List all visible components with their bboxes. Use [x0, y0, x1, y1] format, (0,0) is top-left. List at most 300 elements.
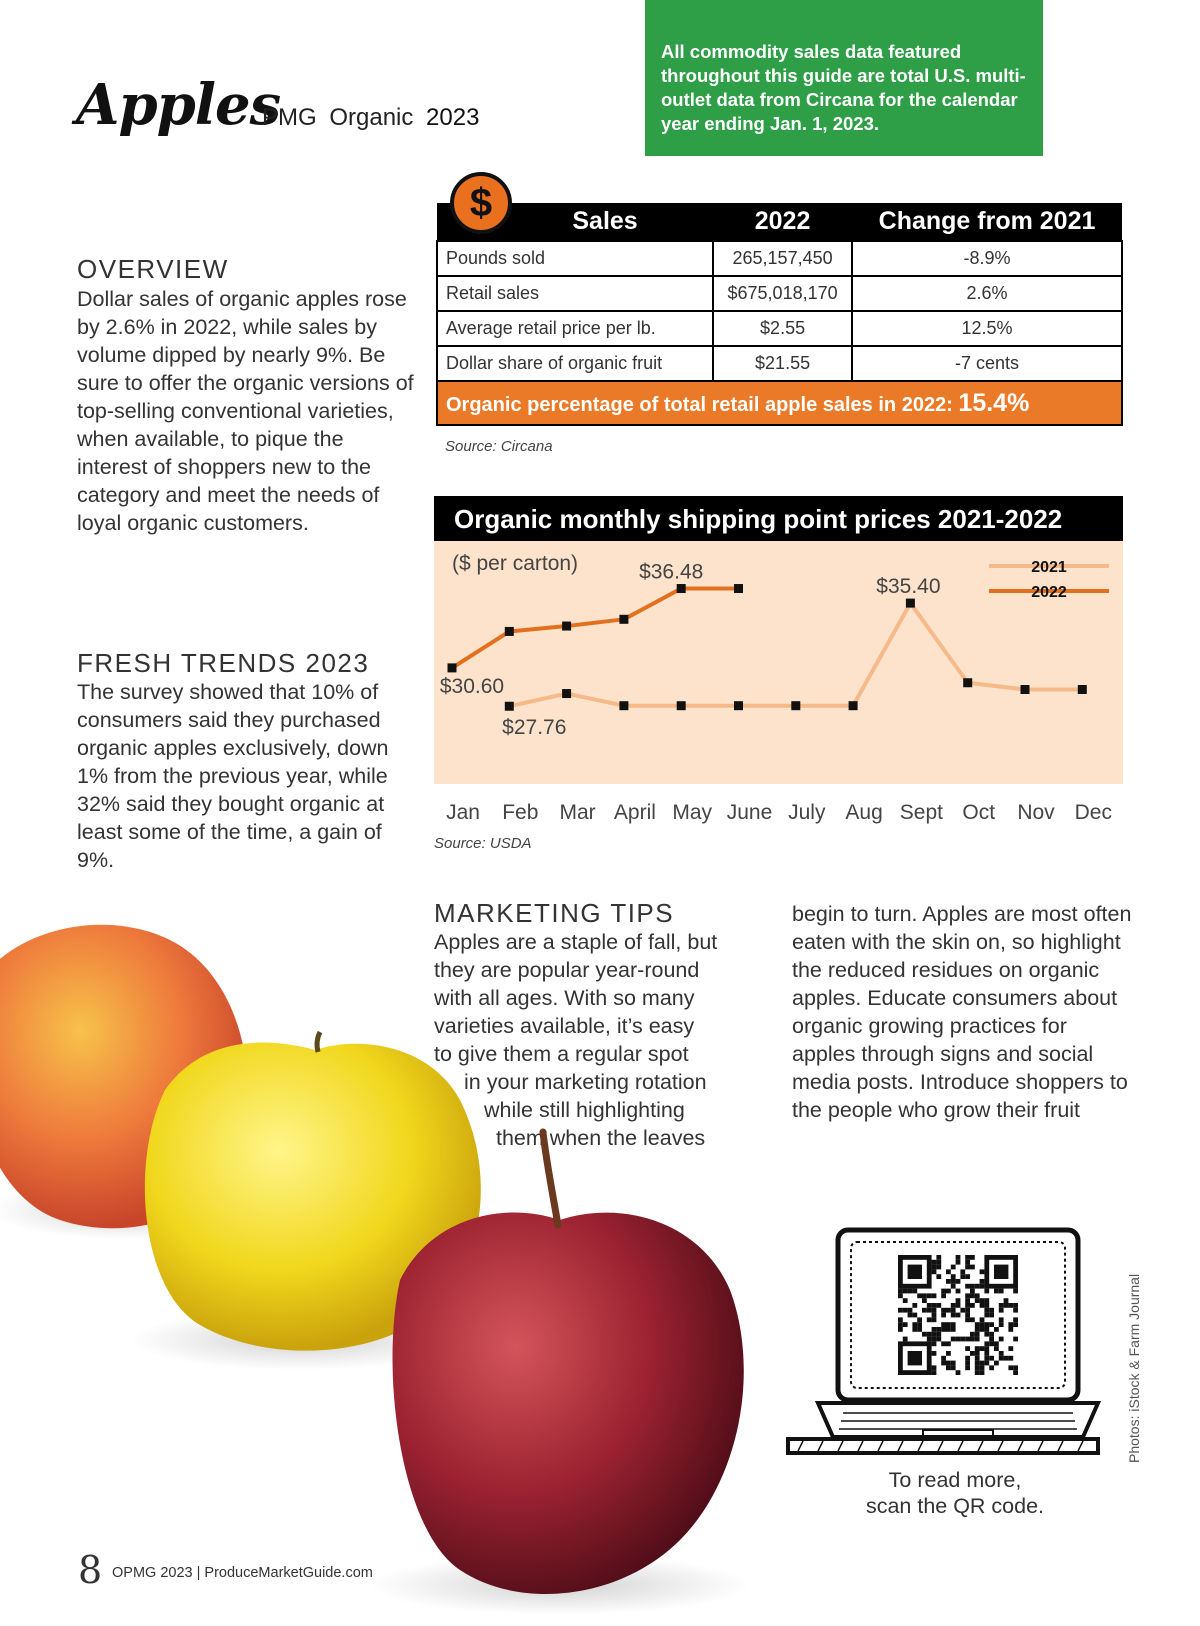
- qr-module: [989, 1365, 994, 1370]
- qr-module: [898, 1308, 903, 1313]
- qr-module: [965, 1317, 970, 1322]
- data-source-note: All commodity sales data featured throughout this guide are total U.S. multi-outlet data from Circana for the calendar year ending Jan. 1, 2023.: [645, 0, 1043, 156]
- qr-module: [903, 1337, 908, 1342]
- qr-module: [989, 1322, 994, 1327]
- row-value: $675,018,170: [713, 276, 852, 311]
- qr-module: [970, 1284, 975, 1289]
- qr-module: [1013, 1308, 1018, 1313]
- qr-module: [980, 1361, 985, 1366]
- qr-module: [1013, 1337, 1018, 1342]
- header-change: Change from 2021: [852, 203, 1122, 241]
- qr-module: [984, 1351, 989, 1356]
- qr-module: [932, 1351, 937, 1356]
- qr-module: [960, 1337, 965, 1342]
- qr-module: [912, 1303, 917, 1308]
- qr-module: [951, 1322, 956, 1327]
- qr-module: [984, 1346, 989, 1351]
- qr-module: [932, 1337, 937, 1342]
- qr-module: [965, 1313, 970, 1318]
- data-point-2022: [677, 584, 686, 593]
- qr-module: [999, 1351, 1004, 1356]
- data-point-2022: [562, 622, 571, 631]
- qr-module: [956, 1255, 961, 1260]
- qr-module: [965, 1293, 970, 1298]
- qr-module: [951, 1313, 956, 1318]
- qr-module: [951, 1365, 956, 1370]
- qr-module: [922, 1308, 927, 1313]
- sales-table-header: [437, 203, 1122, 241]
- qr-module: [1013, 1322, 1018, 1327]
- data-point-2021: [963, 678, 972, 687]
- page-title: Apples: [76, 72, 281, 138]
- qr-module: [965, 1274, 970, 1279]
- marketing-line: they are popular year-round: [434, 958, 700, 982]
- qr-module: [984, 1298, 989, 1303]
- row-change: 12.5%: [852, 311, 1122, 346]
- qr-module: [994, 1289, 999, 1294]
- organic-share-row: [437, 381, 1122, 425]
- qr-module: [984, 1308, 989, 1313]
- row-change: -8.9%: [852, 241, 1122, 276]
- page-number: 8: [78, 1548, 103, 1592]
- qr-module: [984, 1361, 989, 1366]
- qr-module: [936, 1303, 941, 1308]
- qr-module: [975, 1346, 980, 1351]
- qr-module: [956, 1370, 961, 1375]
- data-point-2022: [448, 663, 457, 672]
- x-tick-label: Mar: [559, 801, 596, 824]
- qr-module: [1008, 1327, 1013, 1332]
- qr-module: [956, 1289, 961, 1294]
- legend-label: 2022: [1031, 584, 1067, 601]
- qr-module: [989, 1341, 994, 1346]
- row-value: 265,157,450: [713, 241, 852, 276]
- qr-module: [946, 1289, 951, 1294]
- qr-module: [922, 1332, 927, 1337]
- qr-caption-line: To read more,: [888, 1468, 1022, 1492]
- qr-module: [975, 1337, 980, 1342]
- row-change: 2.6%: [852, 276, 1122, 311]
- qr-module: [984, 1322, 989, 1327]
- qr-module: [946, 1322, 951, 1327]
- qr-module: [951, 1361, 956, 1366]
- organic-share-value: 15.4%: [958, 388, 1030, 417]
- qr-finder: [908, 1265, 922, 1279]
- trends-text: The survey showed that 10% of consumers said they purchased organic apples exclusively, down 1% from the previous year, while 32% said they bought organic at least some of the time, a gain of 9%.: [77, 680, 389, 872]
- qr-module: [1004, 1303, 1009, 1308]
- qr-module: [975, 1284, 980, 1289]
- qr-module: [960, 1274, 965, 1279]
- subtitle-prefix: PMG Organic: [262, 104, 414, 131]
- qr-module: [946, 1365, 951, 1370]
- qr-module: [936, 1274, 941, 1279]
- qr-module: [970, 1265, 975, 1270]
- qr-module: [946, 1327, 951, 1332]
- qr-module: [932, 1370, 937, 1375]
- qr-module: [989, 1308, 994, 1313]
- qr-module: [903, 1308, 908, 1313]
- marketing-line: while still highlighting: [484, 1098, 685, 1122]
- laptop-illustration: [783, 1225, 1103, 1460]
- qr-module: [912, 1313, 917, 1318]
- x-tick-label: July: [788, 801, 826, 824]
- chart-title: Organic monthly shipping point prices 2021-2022: [434, 496, 1123, 541]
- qr-caption: [840, 1467, 1070, 1519]
- x-tick-label: April: [613, 801, 656, 824]
- qr-module: [951, 1327, 956, 1332]
- trends-heading: FRESH TRENDS 2023: [77, 648, 370, 678]
- marketing-text-right: begin to turn. Apples are most often eaten with the skin on, so highlight the reduced residues on organic apples. Educate consumers about organic growing practices for apples through signs and social media posts. Introduce shoppers to the people who grow their fruit: [792, 902, 1132, 1122]
- overview-heading: OVERVIEW: [77, 254, 229, 284]
- qr-module: [970, 1317, 975, 1322]
- red-apple: [393, 1213, 744, 1595]
- data-point-2021: [1078, 685, 1087, 694]
- qr-finder: [908, 1351, 922, 1365]
- chart-x-axis: [446, 801, 1112, 824]
- data-point-2021: [791, 701, 800, 710]
- qr-module: [975, 1356, 980, 1361]
- qr-module: [980, 1303, 985, 1308]
- marketing-line: to give them a regular spot: [434, 1042, 689, 1066]
- qr-module: [989, 1332, 994, 1337]
- qr-module: [999, 1317, 1004, 1322]
- qr-module: [922, 1298, 927, 1303]
- data-point-2021: [562, 689, 571, 698]
- qr-module: [999, 1356, 1004, 1361]
- qr-module: [980, 1370, 985, 1375]
- qr-module: [936, 1327, 941, 1332]
- qr-module: [970, 1293, 975, 1298]
- apples-photo: [0, 920, 780, 1626]
- qr-module: [970, 1332, 975, 1337]
- qr-module: [903, 1322, 908, 1327]
- qr-module: [980, 1365, 985, 1370]
- data-point-2021: [849, 701, 858, 710]
- laptop-trackpad: [923, 1430, 993, 1436]
- qr-module: [956, 1313, 961, 1318]
- data-label: $27.76: [502, 716, 567, 740]
- dollar-icon: $: [450, 172, 512, 234]
- data-point-2022: [505, 627, 514, 636]
- x-tick-label: Dec: [1074, 801, 1112, 824]
- row-value: $2.55: [713, 311, 852, 346]
- qr-module: [932, 1303, 937, 1308]
- qr-module: [965, 1284, 970, 1289]
- qr-module: [932, 1293, 937, 1298]
- row-label: Pounds sold: [437, 241, 713, 276]
- qr-module: [951, 1265, 956, 1270]
- qr-module: [951, 1279, 956, 1284]
- qr-module: [980, 1317, 985, 1322]
- qr-module: [927, 1332, 932, 1337]
- table-source: Source: Circana: [445, 438, 553, 455]
- qr-module: [936, 1260, 941, 1265]
- qr-module: [989, 1356, 994, 1361]
- qr-module: [999, 1289, 1004, 1294]
- qr-module: [970, 1289, 975, 1294]
- overview-text: Dollar sales of organic apples rose by 2.6% in 2022, while sales by volume dipped by nearly 9%. Be sure to offer the organic versions of top-selling conventional varieties, when available, to pique the interest of shoppers new to the category and meet the needs of loyal organic customers.: [77, 287, 414, 535]
- qr-module: [956, 1260, 961, 1265]
- qr-module: [1013, 1317, 1018, 1322]
- qr-module: [965, 1303, 970, 1308]
- sales-table: [436, 203, 1123, 426]
- table-row: [437, 311, 1122, 346]
- qr-module: [984, 1289, 989, 1294]
- qr-module: [932, 1327, 937, 1332]
- organic-share-cell: [437, 381, 1122, 425]
- qr-module: [1008, 1365, 1013, 1370]
- yellow-apple-stem: [317, 1032, 320, 1052]
- qr-module: [941, 1361, 946, 1366]
- qr-module: [927, 1317, 932, 1322]
- subtitle-year: 2023: [426, 104, 480, 131]
- qr-module: [999, 1308, 1004, 1313]
- qr-module: [970, 1303, 975, 1308]
- data-point-2022: [734, 584, 743, 593]
- qr-module: [932, 1260, 937, 1265]
- qr-module: [946, 1308, 951, 1313]
- qr-module: [898, 1322, 903, 1327]
- qr-module: [975, 1327, 980, 1332]
- qr-module: [932, 1341, 937, 1346]
- footer-text: OPMG 2023 | ProduceMarketGuide.com: [112, 1565, 373, 1581]
- qr-module: [956, 1298, 961, 1303]
- data-label: $36.48: [639, 560, 704, 584]
- qr-module: [932, 1308, 937, 1313]
- qr-module: [951, 1303, 956, 1308]
- header-2022: 2022: [713, 203, 852, 241]
- qr-module: [941, 1289, 946, 1294]
- qr-module: [917, 1322, 922, 1327]
- qr-module: [951, 1274, 956, 1279]
- qr-module: [941, 1322, 946, 1327]
- qr-module: [999, 1303, 1004, 1308]
- marketing-heading: MARKETING TIPS: [434, 898, 675, 928]
- chart-unit-label: ($ per carton): [452, 552, 579, 575]
- qr-module: [917, 1293, 922, 1298]
- data-point-2021: [734, 701, 743, 710]
- qr-module: [898, 1289, 903, 1294]
- qr-module: [1004, 1298, 1009, 1303]
- qr-module: [960, 1308, 965, 1313]
- qr-module: [898, 1327, 903, 1332]
- table-row: [437, 241, 1122, 276]
- qr-module: [975, 1370, 980, 1375]
- qr-module: [1008, 1346, 1013, 1351]
- qr-module: [1013, 1303, 1018, 1308]
- qr-module: [956, 1279, 961, 1284]
- qr-module: [975, 1351, 980, 1356]
- qr-module: [908, 1308, 913, 1313]
- qr-module: [1008, 1303, 1013, 1308]
- qr-module: [994, 1346, 999, 1351]
- row-label: Dollar share of organic fruit: [437, 346, 713, 381]
- qr-module: [1013, 1370, 1018, 1375]
- qr-module: [970, 1337, 975, 1342]
- data-point-2021: [906, 599, 915, 608]
- qr-module: [975, 1332, 980, 1337]
- table-row: [437, 346, 1122, 381]
- x-tick-label: Sept: [899, 801, 944, 824]
- qr-module: [965, 1265, 970, 1270]
- table-row: [437, 276, 1122, 311]
- qr-module: [984, 1303, 989, 1308]
- data-point-2021: [505, 702, 514, 711]
- qr-module: [975, 1365, 980, 1370]
- data-point-2021: [1021, 685, 1030, 694]
- data-label: $35.40: [876, 575, 941, 599]
- qr-module: [932, 1265, 937, 1270]
- qr-module: [984, 1313, 989, 1318]
- qr-module: [965, 1365, 970, 1370]
- qr-module: [1013, 1289, 1018, 1294]
- qr-module: [965, 1361, 970, 1366]
- qr-module: [956, 1337, 961, 1342]
- qr-module: [984, 1332, 989, 1337]
- qr-module: [932, 1313, 937, 1318]
- qr-module: [980, 1269, 985, 1274]
- data-point-2021: [677, 701, 686, 710]
- marketing-line: in your marketing rotation: [464, 1070, 707, 1094]
- qr-finder: [994, 1265, 1008, 1279]
- qr-module: [951, 1308, 956, 1313]
- qr-module: [980, 1346, 985, 1351]
- qr-module: [951, 1284, 956, 1289]
- qr-module: [989, 1313, 994, 1318]
- row-change: -7 cents: [852, 346, 1122, 381]
- x-tick-label: Aug: [845, 801, 883, 824]
- qr-module: [946, 1351, 951, 1356]
- organic-share-label: Organic percentage of total retail apple sales in 2022:: [446, 393, 953, 416]
- qr-module: [941, 1313, 946, 1318]
- qr-module: [936, 1332, 941, 1337]
- qr-module: [1004, 1356, 1009, 1361]
- data-label: $30.60: [439, 674, 505, 698]
- qr-module: [903, 1298, 908, 1303]
- qr-module: [932, 1332, 937, 1337]
- qr-module: [965, 1255, 970, 1260]
- qr-module: [936, 1255, 941, 1260]
- x-tick-label: Nov: [1017, 801, 1055, 824]
- qr-module: [932, 1317, 937, 1322]
- qr-module: [946, 1279, 951, 1284]
- qr-module: [946, 1341, 951, 1346]
- page-subtitle: [262, 104, 479, 132]
- qr-module: [975, 1322, 980, 1327]
- qr-module: [917, 1327, 922, 1332]
- qr-module: [941, 1293, 946, 1298]
- qr-module: [932, 1365, 937, 1370]
- x-tick-label: Oct: [962, 801, 996, 824]
- qr-module: [1008, 1322, 1013, 1327]
- price-chart: [434, 541, 1124, 831]
- qr-module: [980, 1284, 985, 1289]
- qr-module: [999, 1337, 1004, 1342]
- x-tick-label: June: [726, 801, 773, 824]
- qr-module: [994, 1327, 999, 1332]
- qr-module: [994, 1341, 999, 1346]
- qr-module: [965, 1308, 970, 1313]
- qr-module: [936, 1265, 941, 1270]
- qr-module: [941, 1327, 946, 1332]
- qr-module: [1013, 1365, 1018, 1370]
- data-point-2021: [619, 701, 628, 710]
- qr-module: [980, 1279, 985, 1284]
- chart-background: [434, 541, 1123, 784]
- qr-module: [927, 1337, 932, 1342]
- qr-module: [975, 1298, 980, 1303]
- x-tick-label: Feb: [502, 801, 539, 824]
- qr-caption-line: scan the QR code.: [865, 1494, 1045, 1518]
- qr-module: [941, 1341, 946, 1346]
- qr-module: [951, 1337, 956, 1342]
- qr-module: [912, 1322, 917, 1327]
- qr-module: [980, 1322, 985, 1327]
- qr-module: [994, 1361, 999, 1366]
- qr-module: [927, 1303, 932, 1308]
- qr-module: [960, 1269, 965, 1274]
- qr-module: [965, 1298, 970, 1303]
- qr-module: [946, 1269, 951, 1274]
- qr-module: [903, 1289, 908, 1294]
- qr-module: [936, 1337, 941, 1342]
- qr-module: [946, 1361, 951, 1366]
- qr-module: [989, 1337, 994, 1342]
- qr-module: [941, 1356, 946, 1361]
- qr-module: [908, 1289, 913, 1294]
- qr-module: [965, 1356, 970, 1361]
- qr-module: [956, 1303, 961, 1308]
- qr-module: [980, 1327, 985, 1332]
- qr-module: [927, 1293, 932, 1298]
- data-point-2022: [619, 615, 628, 624]
- qr-module: [932, 1269, 937, 1274]
- qr-module: [970, 1351, 975, 1356]
- qr-module: [970, 1255, 975, 1260]
- header-sales: Sales: [437, 203, 713, 241]
- qr-module: [917, 1317, 922, 1322]
- qr-module: [912, 1289, 917, 1294]
- qr-module: [927, 1308, 932, 1313]
- photo-credit: Photos: iStock & Farm Journal: [1126, 1273, 1142, 1463]
- qr-module: [908, 1313, 913, 1318]
- marketing-line: varieties available, it’s easy: [434, 1014, 695, 1038]
- qr-module: [898, 1293, 903, 1298]
- qr-module: [999, 1322, 1004, 1327]
- chart-source: Source: USDA: [434, 835, 532, 852]
- legend-label: 2021: [1031, 559, 1067, 576]
- qr-module: [898, 1317, 903, 1322]
- qr-module: [980, 1298, 985, 1303]
- red-apple-stem: [543, 1132, 558, 1225]
- qr-module: [922, 1293, 927, 1298]
- marketing-line: them when the leaves: [496, 1126, 706, 1150]
- qr-module: [984, 1356, 989, 1361]
- row-value: $21.55: [713, 346, 852, 381]
- qr-module: [1008, 1356, 1013, 1361]
- qr-module: [941, 1308, 946, 1313]
- qr-module: [984, 1327, 989, 1332]
- qr-module: [975, 1293, 980, 1298]
- qr-module: [965, 1260, 970, 1265]
- marketing-line: with all ages. With so many: [434, 986, 695, 1010]
- qr-module: [965, 1346, 970, 1351]
- x-tick-label: Jan: [446, 801, 480, 824]
- qr-module: [912, 1327, 917, 1332]
- marketing-line: Apples are a staple of fall, but: [434, 930, 718, 954]
- qr-module: [965, 1337, 970, 1342]
- x-tick-label: May: [672, 801, 713, 824]
